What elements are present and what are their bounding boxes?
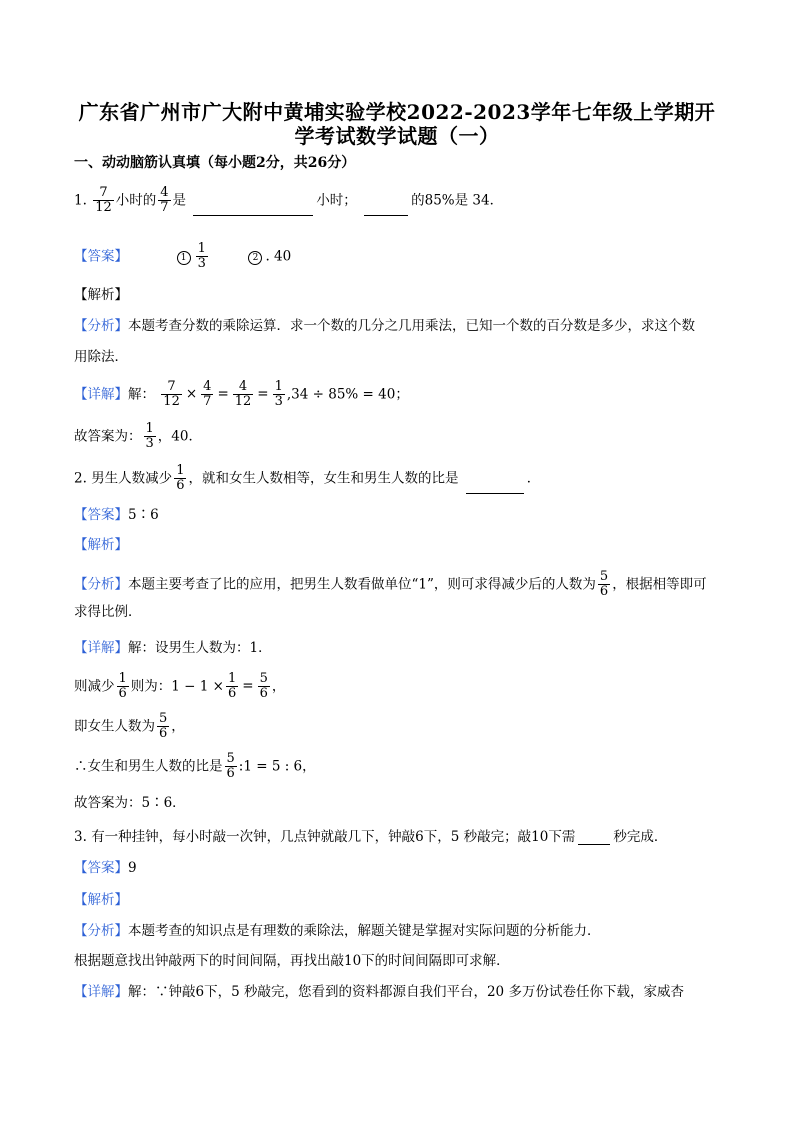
answer-row-3: 【答案】9: [74, 860, 137, 876]
answer-row-1: 【答案】 1 $\frac{1}{3}$ 2 . 40: [74, 241, 292, 272]
work-line: 即女生人数为 $\frac{5}{6}$ ，: [74, 711, 185, 742]
analysis-line: 根据题意找出钟敲两下的时间间隔，再找出敲10下的时间间隔即可求解．: [74, 953, 510, 969]
question-1: 1. $\frac{7}{12}$ 小时的 $\frac{4}{7}$ 是 小时； 的85%是 34．: [74, 185, 504, 216]
fraction: $\frac{7}{12}$: [163, 379, 180, 410]
question-number: 2.: [74, 470, 87, 487]
section-heading: 一、动动脑筋认真填（每小题2分，共26分）: [74, 155, 356, 171]
analysis-line: 求得比例．: [74, 604, 142, 620]
fraction: $\frac{7}{12}$: [95, 185, 112, 216]
fraction: $\frac{1}{6}$: [227, 671, 237, 702]
circled-number: 2: [248, 251, 262, 265]
fraction: $\frac{4}{7}$: [160, 185, 169, 216]
fraction: $\frac{1}{3}$: [274, 379, 283, 410]
question-number: 3.: [74, 829, 87, 845]
fraction: $\frac{5}{6}$: [159, 711, 168, 742]
detail-line: 【详解】解：设男生人数为：1．: [74, 640, 272, 656]
exam-title-line2: 学考试数学试题（一）: [294, 124, 500, 148]
analysis-line: 用除法．: [74, 349, 128, 365]
answer-tag: 【答案】: [74, 248, 128, 265]
analysis-line: 【分析】本题考查的知识点是有理数的乘除法，解题关键是掌握对实际问题的分析能力．: [74, 923, 601, 939]
circled-number: 1: [177, 251, 191, 265]
fraction: $\frac{1}{3}$: [197, 241, 206, 272]
answer-blank: [193, 214, 313, 216]
final-answer-line: 故答案为： $\frac{1}{3}$ ，40．: [74, 421, 202, 452]
fraction: $\frac{1}{6}$: [176, 463, 185, 494]
detail-line: 【详解】解： $\frac{7}{12}$ × $\frac{4}{7}$ = $\frac{4}{12}$ = $\frac{1}{3}$ ,34 ÷ 85% = 40；: [74, 379, 409, 410]
answer-blank: [364, 214, 408, 216]
work-line: ∴女生和男生人数的比是 $\frac{5}{6}$ :1 = 5 : 6，: [74, 751, 316, 782]
analysis-tag: 【解析】: [74, 287, 128, 303]
answer-blank: [578, 843, 610, 845]
fraction: $\frac{4}{7}$: [203, 379, 212, 410]
question-2: 2. 男生人数减少 $\frac{1}{6}$ ，就和女生人数相等，女生和男生人数的比是 ．: [74, 463, 541, 494]
exam-title-line1: 广东省广州市广大附中黄埔实验学校2022-2023学年七年级上学期开: [78, 100, 716, 124]
fraction: $\frac{1}{6}$: [118, 671, 127, 702]
detail-line: 【详解】解：∵钟敲6下，5 秒敲完，您看到的资料都源自我们平台，20 多万份试卷任你下载，家威杏: [74, 984, 684, 1000]
final-answer-line: 故答案为：5∶6．: [74, 795, 186, 811]
analysis-tag: 【解析】: [74, 537, 128, 553]
fraction: $\frac{5}{6}$: [226, 751, 235, 782]
answer-blank: [466, 492, 524, 494]
fraction: $\frac{5}{6}$: [599, 569, 609, 600]
question-number: 1.: [74, 192, 87, 209]
fraction: $\frac{1}{3}$: [145, 421, 154, 452]
question-3: 3. 有一种挂钟，每小时敲一次钟，几点钟就敲几下，钟敲6下，5 秒敲完；敲10下需 秒完成．: [74, 829, 668, 845]
work-line: 则减少 $\frac{1}{6}$ 则为：1 − 1 × $\frac{1}{6}$ = $\frac{5}{6}$ ，: [74, 671, 286, 702]
analysis-line: 【分析】本题考查分数的乘除运算．求一个数的几分之几用乘法，已知一个数的百分数是多少，求这个数: [74, 318, 695, 334]
analysis-line: 【分析】本题主要考查了比的应用，把男生人数看做单位“1”，则可求得减少后的人数为 $\frac{5}{6}$ ，根据相等即可: [74, 569, 707, 600]
analysis-tag: 【解析】: [74, 892, 128, 908]
fraction: $\frac{4}{12}$: [234, 379, 252, 410]
answer-row-2: 【答案】5∶6: [74, 507, 159, 523]
fraction: $\frac{5}{6}$: [259, 671, 268, 702]
